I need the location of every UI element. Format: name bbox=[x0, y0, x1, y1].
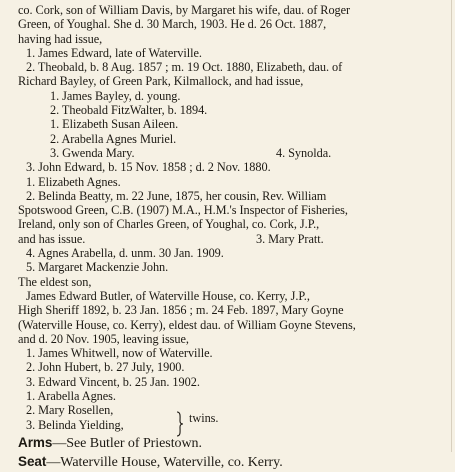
seat-line bbox=[18, 453, 447, 472]
text-line: 1. James Whitwell, now of Waterville. bbox=[26, 346, 213, 361]
text-line: 3. Edward Vincent, b. 25 Jan. 1902. bbox=[26, 374, 200, 389]
text-line bbox=[18, 232, 447, 246]
text-line: Spotswood Green, C.B. (1907) M.A., H.M.'s Inspector of Fisheries, bbox=[18, 203, 348, 218]
text-line: James Edward Butler, of Waterville House, co. Kerry, J.P., bbox=[26, 288, 310, 303]
arms-line bbox=[18, 434, 447, 453]
text-line: Green, of Youghal. She d. 30 March, 1903. He d. 26 Oct. 1887, bbox=[18, 17, 327, 32]
seat-text: —Waterville House, Waterville, co. Kerry. bbox=[46, 454, 283, 470]
text-line: 4. Agnes Arabella, d. unm. 30 Jan. 1909. bbox=[26, 246, 224, 261]
child-entry: 3. Belinda Yielding, bbox=[26, 417, 124, 432]
twins-label: twins. bbox=[189, 410, 219, 425]
text-line: 2. John Hubert, b. 27 July, 1900. bbox=[26, 360, 185, 375]
arms-label: Arms bbox=[18, 434, 53, 450]
brace-icon bbox=[175, 411, 185, 437]
text-line: and d. 20 Nov. 1905, leaving issue, bbox=[18, 331, 189, 346]
text-line: 2. Theobald FitzWalter, b. 1894. bbox=[50, 103, 208, 118]
child-entry: 4. Synolda. bbox=[276, 145, 332, 160]
text-line: co. Cork, son of William Davis, by Margaret his wife, dau. of Roger bbox=[18, 3, 351, 17]
child-entry: 3. Gwenda Mary. bbox=[50, 145, 135, 160]
text-line: 2. Theobald, b. 8 Aug. 1857 ; m. 19 Oct. 1880, Elizabeth, dau. of bbox=[26, 60, 343, 75]
seat-label: Seat bbox=[18, 453, 47, 469]
text-line: 2. Arabella Agnes Muriel. bbox=[50, 131, 177, 146]
text-line: The eldest son, bbox=[18, 274, 92, 289]
text-line: 3. John Edward, b. 15 Nov. 1858 ; d. 2 Nov. 1880. bbox=[26, 160, 271, 175]
text-line: 1. Arabella Agnes. bbox=[26, 389, 116, 404]
text-line: Ireland, only son of Charles Green, of Youghal, co. Cork, J.P., bbox=[18, 217, 320, 232]
text-line: Richard Bayley, of Green Park, Kilmallock, and had issue, bbox=[18, 74, 304, 89]
text-fragment: and has issue. bbox=[18, 231, 86, 246]
text-line: 1. Elizabeth Susan Aileen. bbox=[50, 117, 179, 132]
text-line: 1. James Edward, late of Waterville. bbox=[26, 45, 202, 60]
text-line: High Sheriff 1892, b. 23 Jan. 1856 ; m. 24 Feb. 1897, Mary Goyne bbox=[18, 303, 344, 318]
child-entry: 3. Mary Pratt. bbox=[256, 231, 324, 246]
text-line: 1. James Bayley, d. young. bbox=[50, 88, 181, 103]
text-line: 2. Belinda Beatty, m. 22 June, 1875, her cousin, Rev. William bbox=[26, 188, 327, 203]
text-line bbox=[18, 146, 447, 160]
text-line: 5. Margaret Mackenzie John. bbox=[26, 260, 169, 275]
arms-text: —See Butler of Priestown. bbox=[52, 435, 202, 451]
page-edge-rule bbox=[451, 0, 452, 452]
text-line: (Waterville House, co. Kerry), eldest dau. of William Goyne Stevens, bbox=[18, 317, 356, 332]
text-line: having had issue, bbox=[18, 31, 103, 46]
text-line: 1. Elizabeth Agnes. bbox=[26, 174, 121, 189]
text-line: 2. Mary Rosellen, bbox=[26, 403, 114, 418]
